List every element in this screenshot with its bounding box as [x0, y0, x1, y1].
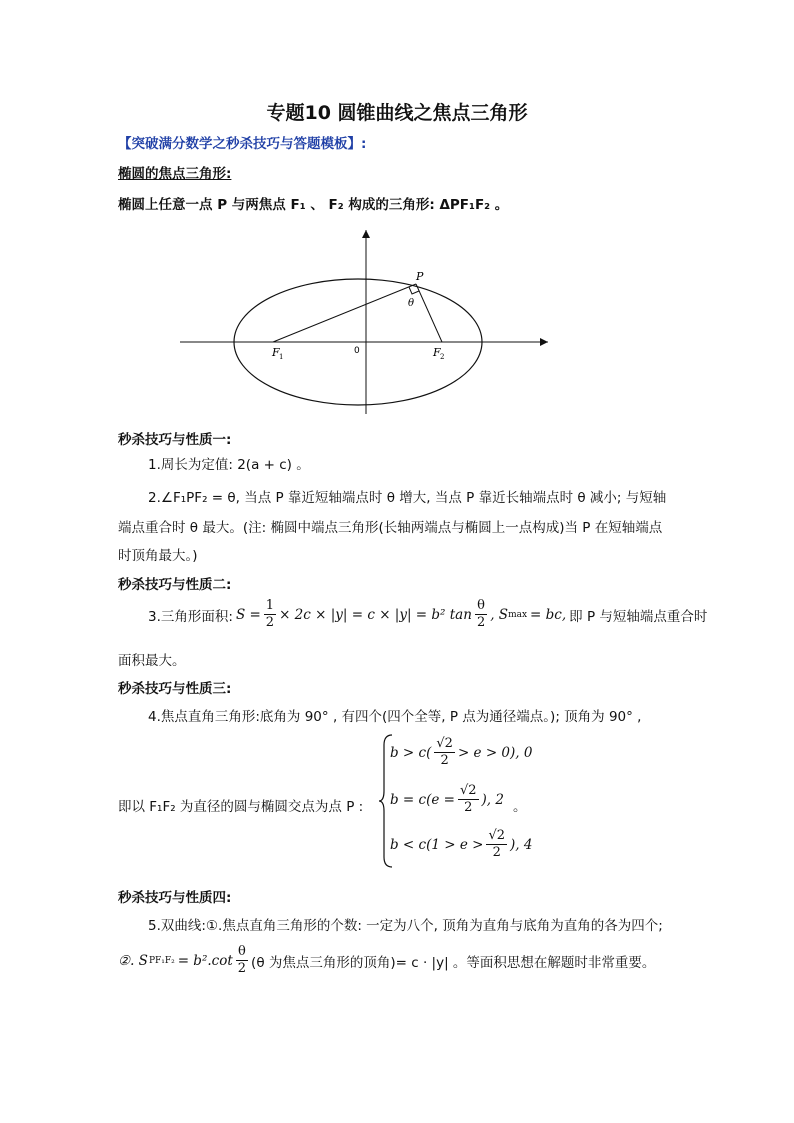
s-max-sub: max	[508, 609, 528, 620]
item-3-formula-c: , S	[490, 606, 509, 623]
subheading-ellipse: 椭圆的焦点三角形:	[118, 166, 232, 182]
case-1-frac-num: √2	[436, 736, 453, 751]
x-axis-arrow	[540, 338, 548, 346]
case-2	[390, 783, 504, 816]
intro-line: 椭圆上任意一点 P 与两焦点 F₁ 、 F₂ 构成的三角形: ΔPF₁F₂ 。	[118, 197, 509, 213]
heading-property-2: 秒杀技巧与性质二:	[118, 577, 232, 593]
case-3-right: ), 4	[510, 836, 533, 853]
segment-PF2	[416, 284, 442, 342]
label-F2: F	[433, 346, 441, 359]
item-5b-prefix: ②. S	[118, 952, 148, 969]
fraction-theta-num: θ	[475, 598, 487, 615]
item-5b	[118, 944, 655, 977]
case-3-frac	[486, 828, 507, 861]
case-2-frac	[458, 783, 479, 816]
case-2-right: ), 2	[481, 791, 504, 808]
item-5b-frac-den: 2	[237, 961, 247, 976]
case-2-frac-den: 2	[464, 800, 473, 815]
label-origin: 0	[354, 346, 360, 356]
case-1	[390, 736, 532, 769]
item-3-formula-a: S =	[235, 606, 261, 623]
segment-F1P	[273, 284, 416, 342]
item-2-line2: 端点重合时 θ 最大。(注: 椭圆中端点三角形(长轴两端点与椭圆上一点构成)当 P 在短轴端点	[118, 520, 663, 536]
page-title: 专题10 圆锥曲线之焦点三角形	[266, 102, 528, 124]
item-3-prefix: 3.三角形面积:	[148, 608, 233, 625]
y-axis-arrow	[362, 230, 370, 238]
item-4: 4.焦点直角三角形:底角为 90° , 有四个(四个全等, P 点为通径端点。); 顶角为 90° ,	[148, 709, 642, 725]
label-F1-sub: 1	[279, 353, 284, 361]
item-1: 1.周长为定值: 2(a + c) 。	[148, 457, 310, 473]
heading-property-4: 秒杀技巧与性质四:	[118, 890, 232, 906]
case-3-frac-num: √2	[488, 828, 506, 843]
item-5b-mid: = b².cot	[177, 952, 233, 969]
fraction-half-num: 1	[265, 598, 275, 613]
fraction-theta-den: 2	[476, 615, 486, 630]
case-2-left: b = c(e =	[390, 791, 455, 808]
fraction-half	[264, 598, 276, 631]
case-2-frac-num: √2	[459, 783, 477, 798]
case-3-left: b < c(1 > e >	[390, 836, 484, 853]
case-3	[390, 828, 532, 861]
item-5b-suffix: (θ 为焦点三角形的顶角)= c · |y| 。等面积思想在解题时非常重要。	[251, 954, 656, 971]
label-F2-sub: 2	[440, 353, 445, 361]
case-trailing-mark: 。	[513, 799, 527, 815]
item-3-suffix: 即 P 与短轴端点重合时	[569, 608, 708, 625]
heading-property-1: 秒杀技巧与性质一:	[118, 432, 232, 448]
item-2-line3: 时顶角最大。)	[118, 548, 198, 564]
label-F1: F	[272, 346, 280, 359]
label-P: P	[416, 270, 424, 283]
circle-intersection-text: 即以 F₁F₂ 为直径的圆与椭圆交点为点 P :	[118, 799, 364, 815]
case-1-left: b > c(	[390, 744, 432, 761]
item-3-line1	[148, 598, 707, 631]
item-3-formula-d: = bc,	[530, 606, 567, 623]
fraction-theta	[475, 598, 487, 631]
item-3-line2: 面积最大。	[118, 653, 186, 669]
case-1-frac-den: 2	[440, 753, 449, 768]
item-5: 5.双曲线:①.焦点直角三角形的个数: 一定为八个, 顶角为直角与底角为直角的各为四个;	[148, 918, 663, 934]
item-5b-frac	[236, 944, 248, 977]
item-5b-sub: PF₁F₂	[148, 955, 175, 966]
item-5b-frac-num: θ	[236, 944, 248, 961]
item-3-formula-b: × 2c × |y| = c × |y| = b² tan	[279, 606, 472, 623]
item-2-line1: 2.∠F₁PF₂ = θ, 当点 P 靠近短轴端点时 θ 增大, 当点 P 靠近长轴端点时 θ 减小; 与短轴	[148, 490, 667, 506]
case-1-right: > e > 0), 0	[457, 744, 533, 761]
section-banner: 【突破满分数学之秒杀技巧与答题模板】:	[118, 136, 367, 152]
case-3-frac-den: 2	[492, 845, 501, 860]
heading-property-3: 秒杀技巧与性质三:	[118, 681, 232, 697]
ellipse-diagram	[170, 222, 560, 417]
case-1-frac	[434, 736, 455, 769]
label-theta: θ	[408, 298, 415, 309]
fraction-half-den: 2	[265, 615, 275, 630]
